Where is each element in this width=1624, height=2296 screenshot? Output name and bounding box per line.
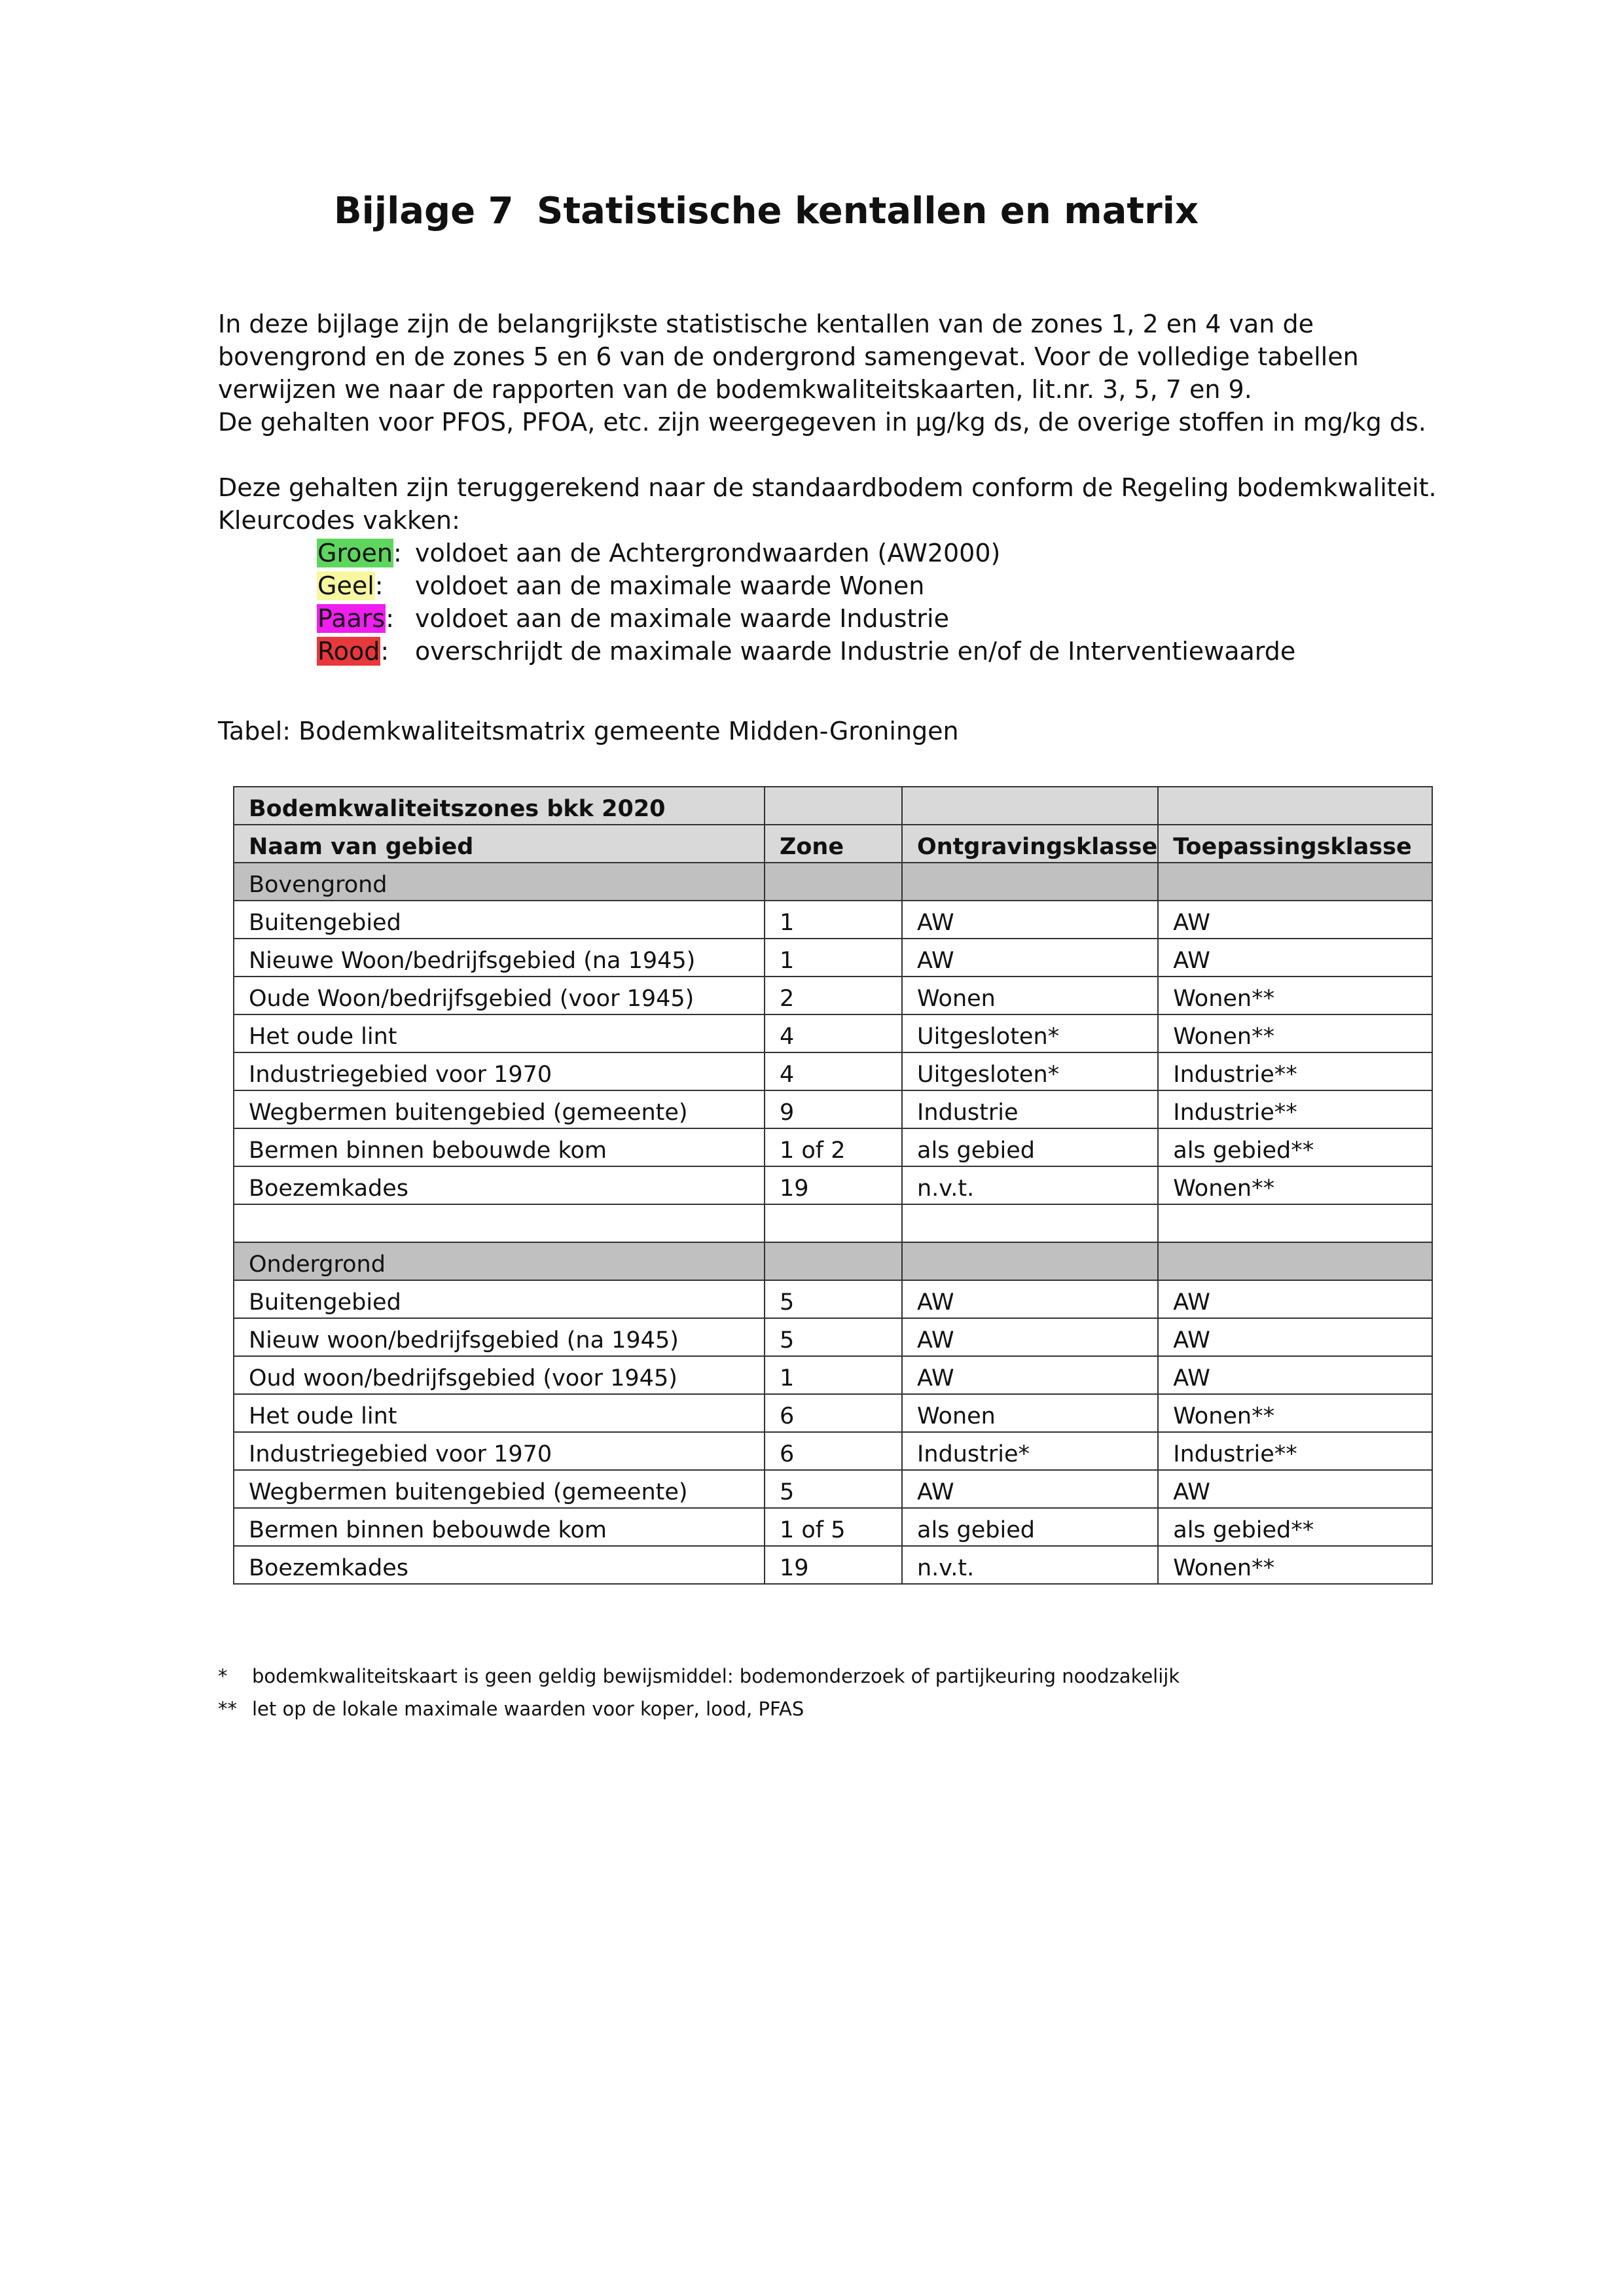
excavation-class-cell: n.v.t. bbox=[902, 1546, 1158, 1584]
application-class-cell: AW bbox=[1158, 939, 1432, 977]
zone-cell: 1 bbox=[765, 939, 902, 977]
column-header: Ontgravingsklasse bbox=[902, 825, 1158, 863]
area-name-cell: Wegbermen buitengebied (gemeente) bbox=[234, 1470, 765, 1508]
section-row-bovengrond bbox=[234, 863, 1432, 901]
zone-cell: 6 bbox=[765, 1432, 902, 1470]
table-caption: Tabel: Bodemkwaliteitsmatrix gemeente Midden-Groningen bbox=[218, 717, 959, 745]
intro-text bbox=[218, 308, 1462, 537]
zone-cell: 2 bbox=[765, 977, 902, 1014]
legend-key-geel: Geel bbox=[317, 571, 374, 600]
table-row bbox=[234, 1128, 1432, 1166]
excavation-class-cell: AW bbox=[902, 1318, 1158, 1356]
application-class-cell: als gebied** bbox=[1158, 1128, 1432, 1166]
application-class-cell: Industrie** bbox=[1158, 1090, 1432, 1128]
intro-line: In deze bijlage zijn de belangrijkste statistische kentallen van de zones 1, 2 en 4 van de bbox=[218, 310, 1314, 338]
page-title bbox=[334, 190, 1199, 232]
empty-row bbox=[234, 1204, 1432, 1242]
zone-cell: 1 bbox=[765, 1356, 902, 1394]
excavation-class-cell: Wonen bbox=[902, 1394, 1158, 1432]
intro-line: verwijzen we naar de rapporten van de bodemkwaliteitskaarten, lit.nr. 3, 5, 7 en 9. bbox=[218, 375, 1252, 404]
application-class-cell: als gebied** bbox=[1158, 1508, 1432, 1546]
zone-cell: 19 bbox=[765, 1546, 902, 1584]
excavation-class-cell: Uitgesloten* bbox=[902, 1014, 1158, 1052]
area-name-cell: Bermen binnen bebouwde kom bbox=[234, 1128, 765, 1166]
zone-cell: 5 bbox=[765, 1318, 902, 1356]
footnote bbox=[218, 1693, 1180, 1725]
area-name-cell: Bermen binnen bebouwde kom bbox=[234, 1508, 765, 1546]
legend-key-groen: Groen bbox=[317, 539, 393, 567]
legend-row-geel: Geel: voldoet aan de maximale waarde Wonen bbox=[317, 569, 1295, 602]
area-name-cell: Boezemkades bbox=[234, 1166, 765, 1204]
area-name-cell: Oud woon/bedrijfsgebied (voor 1945) bbox=[234, 1356, 765, 1394]
table-row bbox=[234, 1508, 1432, 1546]
legend-text: overschrijdt de maximale waarde Industrie en/of de Interventiewaarde bbox=[415, 637, 1296, 666]
section-label: Bovengrond bbox=[234, 863, 765, 901]
table-title-row bbox=[234, 787, 1432, 825]
table-row bbox=[234, 1318, 1432, 1356]
legend-row-paars: Paars: voldoet aan de maximale waarde Industrie bbox=[317, 602, 1295, 635]
table-row bbox=[234, 1280, 1432, 1318]
intro-line: Deze gehalten zijn teruggerekend naar de standaardbodem conform de Regeling bodemkwaliteit. bbox=[218, 473, 1437, 502]
legend-text: voldoet aan de maximale waarde Wonen bbox=[415, 571, 925, 600]
area-name-cell: Het oude lint bbox=[234, 1014, 765, 1052]
table-row bbox=[234, 1470, 1432, 1508]
column-header: Toepassingsklasse bbox=[1158, 825, 1432, 863]
zone-cell: 5 bbox=[765, 1470, 902, 1508]
footnotes bbox=[218, 1660, 1180, 1725]
excavation-class-cell: AW bbox=[902, 939, 1158, 977]
footnote-mark: ** bbox=[218, 1698, 237, 1720]
application-class-cell: AW bbox=[1158, 1356, 1432, 1394]
legend-text: voldoet aan de Achtergrondwaarden (AW2000) bbox=[415, 539, 1001, 567]
application-class-cell: AW bbox=[1158, 1470, 1432, 1508]
intro-line: bovengrond en de zones 5 en 6 van de ondergrond samengevat. Voor de volledige tabellen bbox=[218, 342, 1359, 371]
excavation-class-cell: als gebied bbox=[902, 1128, 1158, 1166]
area-name-cell: Buitengebied bbox=[234, 1280, 765, 1318]
excavation-class-cell: Industrie bbox=[902, 1090, 1158, 1128]
footnote-mark: * bbox=[218, 1665, 228, 1687]
zone-cell: 4 bbox=[765, 1014, 902, 1052]
excavation-class-cell: als gebied bbox=[902, 1508, 1158, 1546]
footnote-text: let op de lokale maximale waarden voor koper, lood, PFAS bbox=[252, 1698, 804, 1720]
table-row bbox=[234, 1394, 1432, 1432]
table-row bbox=[234, 1014, 1432, 1052]
zone-cell: 1 of 5 bbox=[765, 1508, 902, 1546]
application-class-cell: AW bbox=[1158, 901, 1432, 939]
footnote bbox=[218, 1660, 1180, 1693]
zone-cell: 5 bbox=[765, 1280, 902, 1318]
application-class-cell: Wonen** bbox=[1158, 1166, 1432, 1204]
table-row bbox=[234, 1356, 1432, 1394]
column-header-row bbox=[234, 825, 1432, 863]
zone-cell: 4 bbox=[765, 1052, 902, 1090]
area-name-cell: Industriegebied voor 1970 bbox=[234, 1432, 765, 1470]
excavation-class-cell: Wonen bbox=[902, 977, 1158, 1014]
application-class-cell: Wonen** bbox=[1158, 1394, 1432, 1432]
soil-quality-matrix bbox=[233, 786, 1433, 1585]
table-row bbox=[234, 1432, 1432, 1470]
area-name-cell: Het oude lint bbox=[234, 1394, 765, 1432]
section-label: Ondergrond bbox=[234, 1242, 765, 1280]
excavation-class-cell: Industrie* bbox=[902, 1432, 1158, 1470]
excavation-class-cell: AW bbox=[902, 1280, 1158, 1318]
table-row bbox=[234, 1052, 1432, 1090]
application-class-cell: Wonen** bbox=[1158, 1014, 1432, 1052]
intro-line: De gehalten voor PFOS, PFOA, etc. zijn weergegeven in µg/kg ds, de overige stoffen in mg/kg ds. bbox=[218, 408, 1426, 437]
zone-cell: 19 bbox=[765, 1166, 902, 1204]
application-class-cell: Wonen** bbox=[1158, 977, 1432, 1014]
zone-cell: 1 bbox=[765, 901, 902, 939]
legend-row-rood: Rood: overschrijdt de maximale waarde Industrie en/of de Interventiewaarde bbox=[317, 635, 1295, 668]
application-class-cell: Industrie** bbox=[1158, 1432, 1432, 1470]
table-row bbox=[234, 1546, 1432, 1584]
table-row bbox=[234, 901, 1432, 939]
application-class-cell: Wonen** bbox=[1158, 1546, 1432, 1584]
legend-key-rood: Rood bbox=[317, 637, 380, 666]
area-name-cell: Buitengebied bbox=[234, 901, 765, 939]
legend-key-paars: Paars bbox=[317, 604, 386, 633]
table-row bbox=[234, 939, 1432, 977]
area-name-cell: Wegbermen buitengebied (gemeente) bbox=[234, 1090, 765, 1128]
area-name-cell: Boezemkades bbox=[234, 1546, 765, 1584]
color-legend bbox=[317, 537, 1295, 668]
section-row-ondergrond bbox=[234, 1242, 1432, 1280]
appendix-title: Statistische kentallen en matrix bbox=[537, 190, 1199, 232]
area-name-cell: Nieuwe Woon/bedrijfsgebied (na 1945) bbox=[234, 939, 765, 977]
zone-cell: 9 bbox=[765, 1090, 902, 1128]
application-class-cell: AW bbox=[1158, 1280, 1432, 1318]
zone-cell: 6 bbox=[765, 1394, 902, 1432]
column-header: Naam van gebied bbox=[234, 825, 765, 863]
excavation-class-cell: AW bbox=[902, 901, 1158, 939]
appendix-number: Bijlage 7 bbox=[334, 190, 514, 232]
table-row bbox=[234, 977, 1432, 1014]
zone-cell: 1 of 2 bbox=[765, 1128, 902, 1166]
legend-row-groen: Groen: voldoet aan de Achtergrondwaarden (AW2000) bbox=[317, 537, 1295, 569]
application-class-cell: AW bbox=[1158, 1318, 1432, 1356]
table-row bbox=[234, 1166, 1432, 1204]
table-row bbox=[234, 1090, 1432, 1128]
excavation-class-cell: n.v.t. bbox=[902, 1166, 1158, 1204]
legend-text: voldoet aan de maximale waarde Industrie bbox=[415, 604, 949, 633]
table-title: Bodemkwaliteitszones bkk 2020 bbox=[234, 787, 765, 825]
area-name-cell: Nieuw woon/bedrijfsgebied (na 1945) bbox=[234, 1318, 765, 1356]
excavation-class-cell: Uitgesloten* bbox=[902, 1052, 1158, 1090]
area-name-cell: Oude Woon/bedrijfsgebied (voor 1945) bbox=[234, 977, 765, 1014]
application-class-cell: Industrie** bbox=[1158, 1052, 1432, 1090]
area-name-cell: Industriegebied voor 1970 bbox=[234, 1052, 765, 1090]
excavation-class-cell: AW bbox=[902, 1470, 1158, 1508]
column-header: Zone bbox=[765, 825, 902, 863]
footnote-text: bodemkwaliteitskaart is geen geldig bewijsmiddel: bodemonderzoek of partijkeuring noodzakelijk bbox=[252, 1665, 1180, 1687]
legend-heading: Kleurcodes vakken: bbox=[218, 506, 460, 535]
excavation-class-cell: AW bbox=[902, 1356, 1158, 1394]
